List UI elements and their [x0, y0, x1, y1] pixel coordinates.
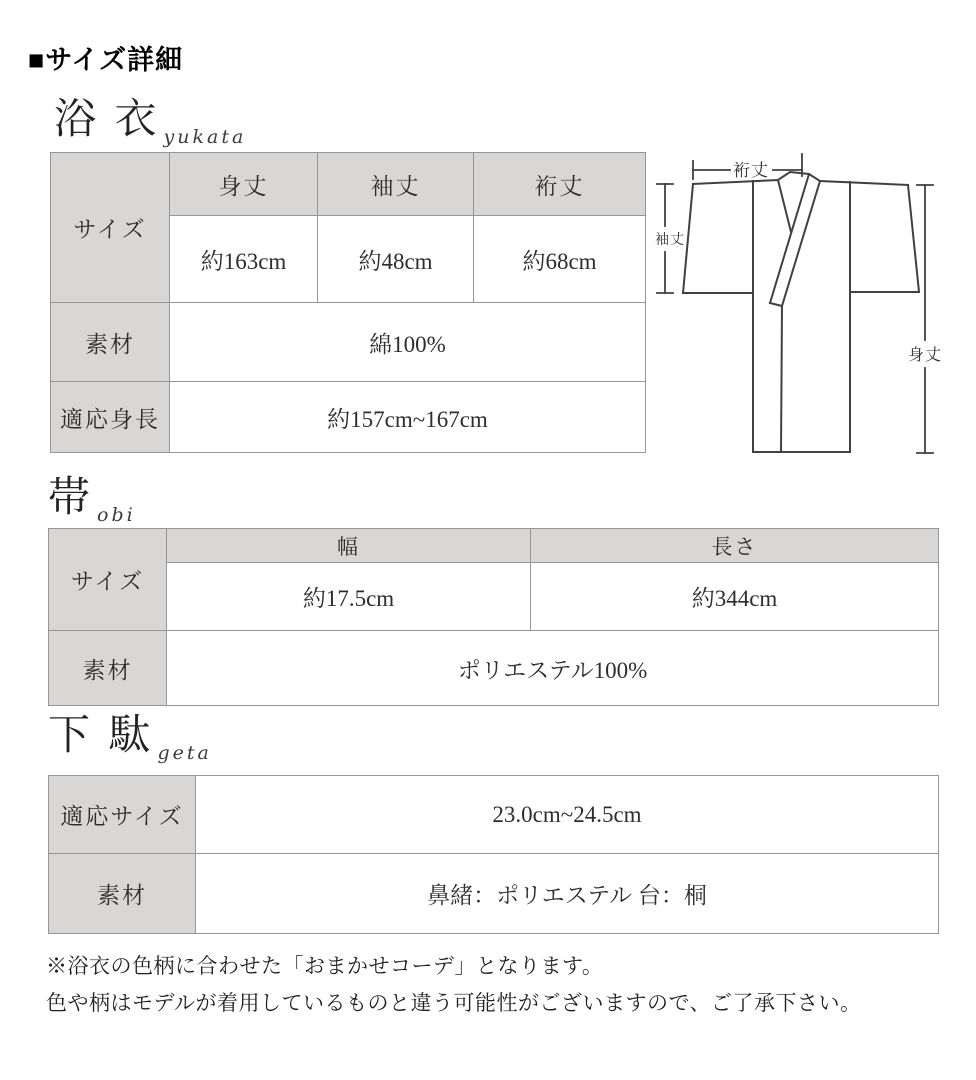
geta-size-table — [48, 775, 939, 934]
table-value-cell: 約48cm — [318, 216, 474, 303]
table-label-cell: サイズ — [49, 529, 167, 631]
table-value-cell: 約17.5cm — [167, 563, 531, 631]
page-title: ■サイズ詳細 — [28, 45, 184, 75]
table-header-cell: 長さ — [531, 529, 939, 563]
section-heading-text: 下 駄 — [48, 713, 155, 759]
table-value-cell: 約157cm~167cm — [170, 382, 646, 453]
table-row — [51, 303, 646, 382]
section-heading-obi — [48, 464, 136, 524]
table-value-cell: 23.0cm~24.5cm — [196, 776, 939, 854]
table-row — [49, 631, 939, 706]
section-heading-text: 帯 — [48, 475, 95, 521]
diagram-label-mitake: 身丈 — [907, 347, 943, 364]
table-header-cell: 袖丈 — [318, 153, 474, 216]
notes — [46, 948, 862, 1022]
table-row — [51, 153, 646, 216]
diagram-label-sodetake: 袖丈 — [655, 233, 685, 248]
table-label-cell: 素材 — [51, 303, 170, 382]
table-value-cell: 鼻緒：ポリエステル 台：桐 — [196, 854, 939, 934]
table-label-cell: サイズ — [51, 153, 170, 303]
section-heading-script: obi — [97, 504, 136, 526]
table-row — [49, 854, 939, 934]
table-row — [49, 563, 939, 631]
yukata-size-table — [50, 152, 646, 453]
note-line: ※浴衣の色柄に合わせた「おまかせコーデ」となります。 — [46, 954, 604, 978]
section-heading-yukata — [54, 86, 246, 146]
table-row — [49, 776, 939, 854]
table-row — [51, 382, 646, 453]
section-heading-geta — [48, 702, 212, 762]
section-heading-text: 浴 衣 — [54, 97, 161, 143]
note-line: 色や柄はモデルが着用しているものと違う可能性がございますので、ご了承下さい。 — [46, 991, 862, 1015]
section-heading-script: yukata — [163, 126, 247, 148]
table-value-cell: 約344cm — [531, 563, 939, 631]
table-label-cell: 適応サイズ — [49, 776, 196, 854]
table-value-cell: 約163cm — [170, 216, 318, 303]
table-header-cell: 幅 — [167, 529, 531, 563]
table-value-cell: 綿100% — [170, 303, 646, 382]
table-row — [49, 529, 939, 563]
section-heading-script: geta — [157, 742, 212, 764]
table-label-cell: 素材 — [49, 854, 196, 934]
table-label-cell: 素材 — [49, 631, 167, 706]
table-value-cell: ポリエステル100% — [167, 631, 939, 706]
table-value-cell: 約68cm — [474, 216, 646, 303]
table-label-cell: 適応身長 — [51, 382, 170, 453]
table-header-cell: 身丈 — [170, 153, 318, 216]
obi-size-table — [48, 528, 939, 706]
table-header-cell: 裄丈 — [474, 153, 646, 216]
diagram-label-yukitake: 裄丈 — [733, 161, 769, 180]
kimono-measurement-diagram — [645, 140, 976, 470]
